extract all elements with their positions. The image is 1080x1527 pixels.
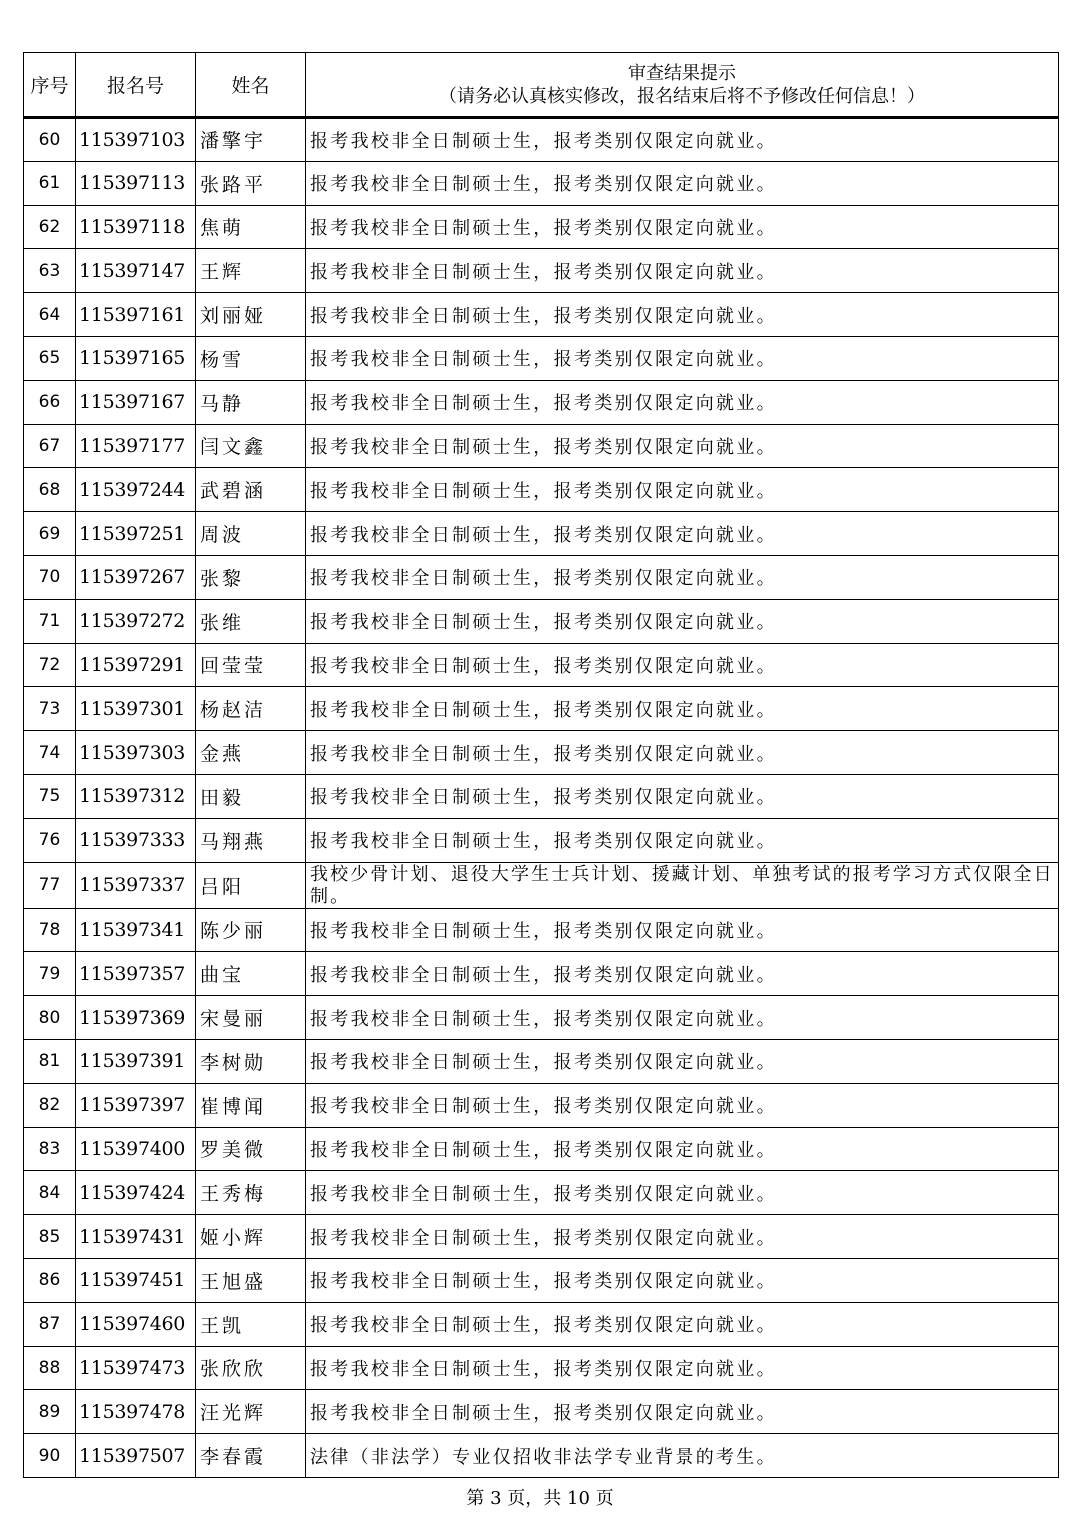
cell-registration-no: 115397478 (76, 1390, 196, 1434)
cell-review-result: 报考我校非全日制硕士生，报考类别仅限定向就业。 (306, 1083, 1059, 1127)
page-footer: 第 3 页，共 10 页 (466, 1488, 614, 1509)
cell-review-result: 报考我校非全日制硕士生，报考类别仅限定向就业。 (306, 599, 1059, 643)
cell-registration-no: 115397267 (76, 555, 196, 599)
cell-name: 武碧涵 (196, 468, 306, 512)
cell-serial-no: 74 (24, 731, 76, 775)
cell-review-result: 报考我校非全日制硕士生，报考类别仅限定向就业。 (306, 336, 1059, 380)
table-row (24, 424, 1059, 468)
cell-registration-no: 115397167 (76, 380, 196, 424)
cell-name: 崔博闻 (196, 1083, 306, 1127)
cell-name: 周波 (196, 512, 306, 556)
table-row (24, 205, 1059, 249)
cell-serial-no: 62 (24, 205, 76, 249)
cell-registration-no: 115397341 (76, 908, 196, 952)
cell-name: 陈少丽 (196, 908, 306, 952)
table-header-row (24, 53, 1059, 118)
cell-review-result: 报考我校非全日制硕士生，报考类别仅限定向就业。 (306, 293, 1059, 337)
table-row (24, 336, 1059, 380)
table-row (24, 555, 1059, 599)
cell-registration-no: 115397165 (76, 336, 196, 380)
cell-registration-no: 115397333 (76, 818, 196, 862)
cell-registration-no: 115397369 (76, 996, 196, 1040)
header-name: 姓名 (196, 53, 306, 118)
table-row (24, 293, 1059, 337)
cell-registration-no: 115397177 (76, 424, 196, 468)
cell-name: 曲宝 (196, 952, 306, 996)
cell-serial-no: 65 (24, 336, 76, 380)
table-row (24, 1302, 1059, 1346)
cell-review-result: 报考我校非全日制硕士生，报考类别仅限定向就业。 (306, 555, 1059, 599)
table-row (24, 1346, 1059, 1390)
cell-review-result: 报考我校非全日制硕士生，报考类别仅限定向就业。 (306, 380, 1059, 424)
cell-name: 刘丽娅 (196, 293, 306, 337)
cell-serial-no: 86 (24, 1258, 76, 1302)
cell-name: 张维 (196, 599, 306, 643)
cell-serial-no: 68 (24, 468, 76, 512)
cell-name: 张黎 (196, 555, 306, 599)
table-row (24, 818, 1059, 862)
cell-serial-no: 71 (24, 599, 76, 643)
table-row (24, 774, 1059, 818)
cell-review-result: 报考我校非全日制硕士生，报考类别仅限定向就业。 (306, 1390, 1059, 1434)
cell-review-result: 报考我校非全日制硕士生，报考类别仅限定向就业。 (306, 424, 1059, 468)
header-serial-no: 序号 (24, 53, 76, 118)
cell-serial-no: 75 (24, 774, 76, 818)
cell-name: 吕阳 (196, 862, 306, 908)
cell-review-result: 报考我校非全日制硕士生，报考类别仅限定向就业。 (306, 468, 1059, 512)
cell-name: 焦萌 (196, 205, 306, 249)
cell-registration-no: 115397424 (76, 1171, 196, 1215)
cell-registration-no: 115397400 (76, 1127, 196, 1171)
table-row (24, 599, 1059, 643)
cell-registration-no: 115397251 (76, 512, 196, 556)
cell-serial-no: 83 (24, 1127, 76, 1171)
cell-serial-no: 87 (24, 1302, 76, 1346)
table-row (24, 731, 1059, 775)
table-row (24, 1127, 1059, 1171)
cell-name: 王凯 (196, 1302, 306, 1346)
cell-review-result: 我校少骨计划、退役大学生士兵计划、援藏计划、单独考试的报考学习方式仅限全日制。 (306, 862, 1059, 908)
cell-name: 回莹莹 (196, 643, 306, 687)
cell-name: 张路平 (196, 161, 306, 205)
table-row (24, 118, 1059, 162)
cell-serial-no: 67 (24, 424, 76, 468)
cell-name: 宋曼丽 (196, 996, 306, 1040)
table-row (24, 643, 1059, 687)
cell-name: 罗美微 (196, 1127, 306, 1171)
table-row (24, 1434, 1059, 1478)
cell-registration-no: 115397312 (76, 774, 196, 818)
cell-name: 田毅 (196, 774, 306, 818)
table-row (24, 862, 1059, 908)
cell-review-result: 报考我校非全日制硕士生，报考类别仅限定向就业。 (306, 1127, 1059, 1171)
cell-name: 王旭盛 (196, 1258, 306, 1302)
cell-name: 杨雪 (196, 336, 306, 380)
cell-name: 张欣欣 (196, 1346, 306, 1390)
table-row (24, 1215, 1059, 1259)
cell-registration-no: 115397337 (76, 862, 196, 908)
cell-serial-no: 63 (24, 249, 76, 293)
cell-review-result: 报考我校非全日制硕士生，报考类别仅限定向就业。 (306, 1302, 1059, 1346)
cell-review-result: 报考我校非全日制硕士生，报考类别仅限定向就业。 (306, 908, 1059, 952)
cell-registration-no: 115397473 (76, 1346, 196, 1390)
cell-review-result: 报考我校非全日制硕士生，报考类别仅限定向就业。 (306, 118, 1059, 162)
cell-serial-no: 72 (24, 643, 76, 687)
cell-name: 王辉 (196, 249, 306, 293)
cell-registration-no: 115397301 (76, 687, 196, 731)
cell-name: 闫文鑫 (196, 424, 306, 468)
table-body (24, 118, 1059, 1478)
table-row (24, 380, 1059, 424)
cell-review-result: 报考我校非全日制硕士生，报考类别仅限定向就业。 (306, 687, 1059, 731)
header-review-result-title: 审查结果提示 (628, 62, 736, 84)
table-row (24, 1258, 1059, 1302)
cell-review-result: 报考我校非全日制硕士生，报考类别仅限定向就业。 (306, 996, 1059, 1040)
cell-registration-no: 115397303 (76, 731, 196, 775)
table-row (24, 996, 1059, 1040)
header-registration-no: 报名号 (76, 53, 196, 118)
cell-serial-no: 90 (24, 1434, 76, 1478)
cell-serial-no: 70 (24, 555, 76, 599)
table-row (24, 249, 1059, 293)
cell-registration-no: 115397397 (76, 1083, 196, 1127)
cell-review-result: 报考我校非全日制硕士生，报考类别仅限定向就业。 (306, 1346, 1059, 1390)
table-row (24, 952, 1059, 996)
cell-review-result: 法律（非法学）专业仅招收非法学专业背景的考生。 (306, 1434, 1059, 1478)
cell-review-result: 报考我校非全日制硕士生，报考类别仅限定向就业。 (306, 1039, 1059, 1083)
cell-review-result: 报考我校非全日制硕士生，报考类别仅限定向就业。 (306, 205, 1059, 249)
cell-review-result: 报考我校非全日制硕士生，报考类别仅限定向就业。 (306, 161, 1059, 205)
cell-serial-no: 73 (24, 687, 76, 731)
cell-serial-no: 76 (24, 818, 76, 862)
cell-serial-no: 78 (24, 908, 76, 952)
cell-review-result: 报考我校非全日制硕士生，报考类别仅限定向就业。 (306, 1258, 1059, 1302)
cell-registration-no: 115397391 (76, 1039, 196, 1083)
cell-review-result: 报考我校非全日制硕士生，报考类别仅限定向就业。 (306, 1171, 1059, 1215)
cell-registration-no: 115397244 (76, 468, 196, 512)
cell-serial-no: 82 (24, 1083, 76, 1127)
cell-serial-no: 60 (24, 118, 76, 162)
cell-review-result: 报考我校非全日制硕士生，报考类别仅限定向就业。 (306, 249, 1059, 293)
table-row (24, 1390, 1059, 1434)
cell-name: 潘擎宇 (196, 118, 306, 162)
table-row (24, 1039, 1059, 1083)
cell-name: 马静 (196, 380, 306, 424)
cell-serial-no: 80 (24, 996, 76, 1040)
table-row (24, 908, 1059, 952)
cell-registration-no: 115397272 (76, 599, 196, 643)
cell-registration-no: 115397451 (76, 1258, 196, 1302)
cell-registration-no: 115397103 (76, 118, 196, 162)
cell-serial-no: 85 (24, 1215, 76, 1259)
cell-review-result: 报考我校非全日制硕士生，报考类别仅限定向就业。 (306, 512, 1059, 556)
cell-serial-no: 69 (24, 512, 76, 556)
cell-registration-no: 115397291 (76, 643, 196, 687)
cell-registration-no: 115397507 (76, 1434, 196, 1478)
cell-name: 王秀梅 (196, 1171, 306, 1215)
table-row (24, 1083, 1059, 1127)
cell-registration-no: 115397113 (76, 161, 196, 205)
cell-serial-no: 84 (24, 1171, 76, 1215)
cell-review-result: 报考我校非全日制硕士生，报考类别仅限定向就业。 (306, 731, 1059, 775)
cell-name: 汪光辉 (196, 1390, 306, 1434)
cell-name: 杨赵洁 (196, 687, 306, 731)
cell-registration-no: 115397147 (76, 249, 196, 293)
cell-registration-no: 115397460 (76, 1302, 196, 1346)
cell-serial-no: 64 (24, 293, 76, 337)
review-result-table (23, 52, 1059, 1478)
cell-serial-no: 89 (24, 1390, 76, 1434)
table-row (24, 687, 1059, 731)
cell-serial-no: 79 (24, 952, 76, 996)
table-row (24, 512, 1059, 556)
cell-registration-no: 115397431 (76, 1215, 196, 1259)
cell-serial-no: 81 (24, 1039, 76, 1083)
cell-name: 姬小辉 (196, 1215, 306, 1259)
cell-serial-no: 66 (24, 380, 76, 424)
table-row (24, 1171, 1059, 1215)
cell-review-result: 报考我校非全日制硕士生，报考类别仅限定向就业。 (306, 774, 1059, 818)
cell-serial-no: 61 (24, 161, 76, 205)
cell-review-result: 报考我校非全日制硕士生，报考类别仅限定向就业。 (306, 818, 1059, 862)
cell-name: 李春霞 (196, 1434, 306, 1478)
header-review-result (306, 53, 1059, 118)
cell-registration-no: 115397161 (76, 293, 196, 337)
table-row (24, 161, 1059, 205)
cell-name: 金燕 (196, 731, 306, 775)
cell-review-result: 报考我校非全日制硕士生，报考类别仅限定向就业。 (306, 1215, 1059, 1259)
cell-serial-no: 77 (24, 862, 76, 908)
cell-name: 李树勋 (196, 1039, 306, 1083)
cell-serial-no: 88 (24, 1346, 76, 1390)
cell-registration-no: 115397118 (76, 205, 196, 249)
header-review-result-note: （请务必认真核实修改，报名结束后将不予修改任何信息！） (439, 85, 925, 107)
cell-review-result: 报考我校非全日制硕士生，报考类别仅限定向就业。 (306, 643, 1059, 687)
table-row (24, 468, 1059, 512)
cell-name: 马翔燕 (196, 818, 306, 862)
cell-review-result: 报考我校非全日制硕士生，报考类别仅限定向就业。 (306, 952, 1059, 996)
cell-registration-no: 115397357 (76, 952, 196, 996)
